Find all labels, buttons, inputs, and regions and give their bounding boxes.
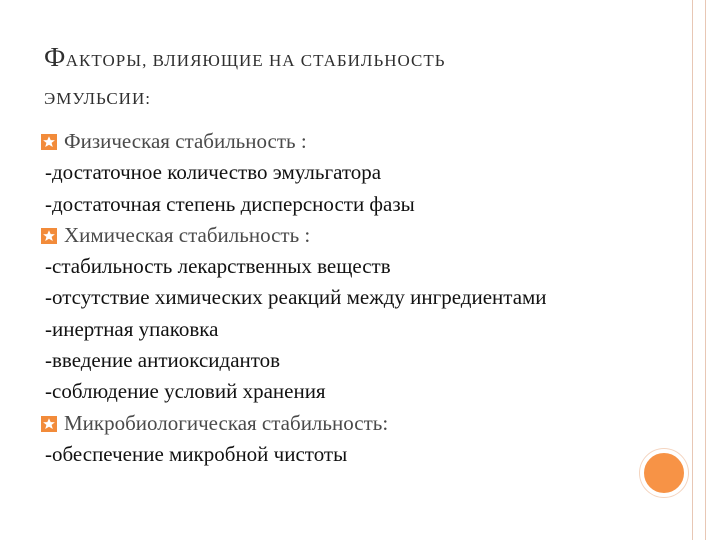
bullet-chemical bbox=[41, 220, 645, 251]
orange-circle-icon bbox=[640, 449, 688, 497]
bullet-heading-chemical: Химическая стабильность : bbox=[64, 222, 311, 247]
slide-content bbox=[45, 126, 645, 470]
title-initial: Ф bbox=[44, 42, 66, 72]
list-item: -инертная упаковка bbox=[45, 316, 219, 341]
list-item: -стабильность лекарственных веществ bbox=[45, 254, 391, 279]
title-rest: АКТОРЫ, ВЛИЯЮЩИЕ НА СТАБИЛЬНОСТЬ bbox=[65, 51, 446, 70]
bullet-physical bbox=[41, 126, 645, 157]
list-item: -введение антиоксидантов bbox=[45, 348, 281, 373]
star-bullet-icon bbox=[41, 416, 57, 432]
title-line-1 bbox=[44, 38, 664, 80]
slide-title bbox=[44, 38, 664, 118]
list-item: -обеспечение микробной чистоты bbox=[45, 441, 348, 466]
star-bullet-icon bbox=[41, 134, 57, 150]
slide-frame-border bbox=[692, 0, 706, 540]
bullet-heading-microbiological: Микробиологическая стабильность: bbox=[64, 410, 389, 435]
title-line-2: ЭМУЛЬСИИ: bbox=[44, 89, 151, 108]
list-item: -соблюдение условий хранения bbox=[45, 379, 326, 404]
list-item: -отсутствие химических реакций между ингредиентами bbox=[45, 285, 547, 310]
list-item: -достаточное количество эмульгатора bbox=[45, 160, 382, 185]
bullet-heading-physical: Физическая стабильность : bbox=[64, 129, 307, 153]
list-item: -достаточная степень дисперсности фазы bbox=[45, 191, 415, 216]
bullet-microbiological bbox=[41, 408, 645, 439]
star-bullet-icon bbox=[41, 228, 57, 244]
